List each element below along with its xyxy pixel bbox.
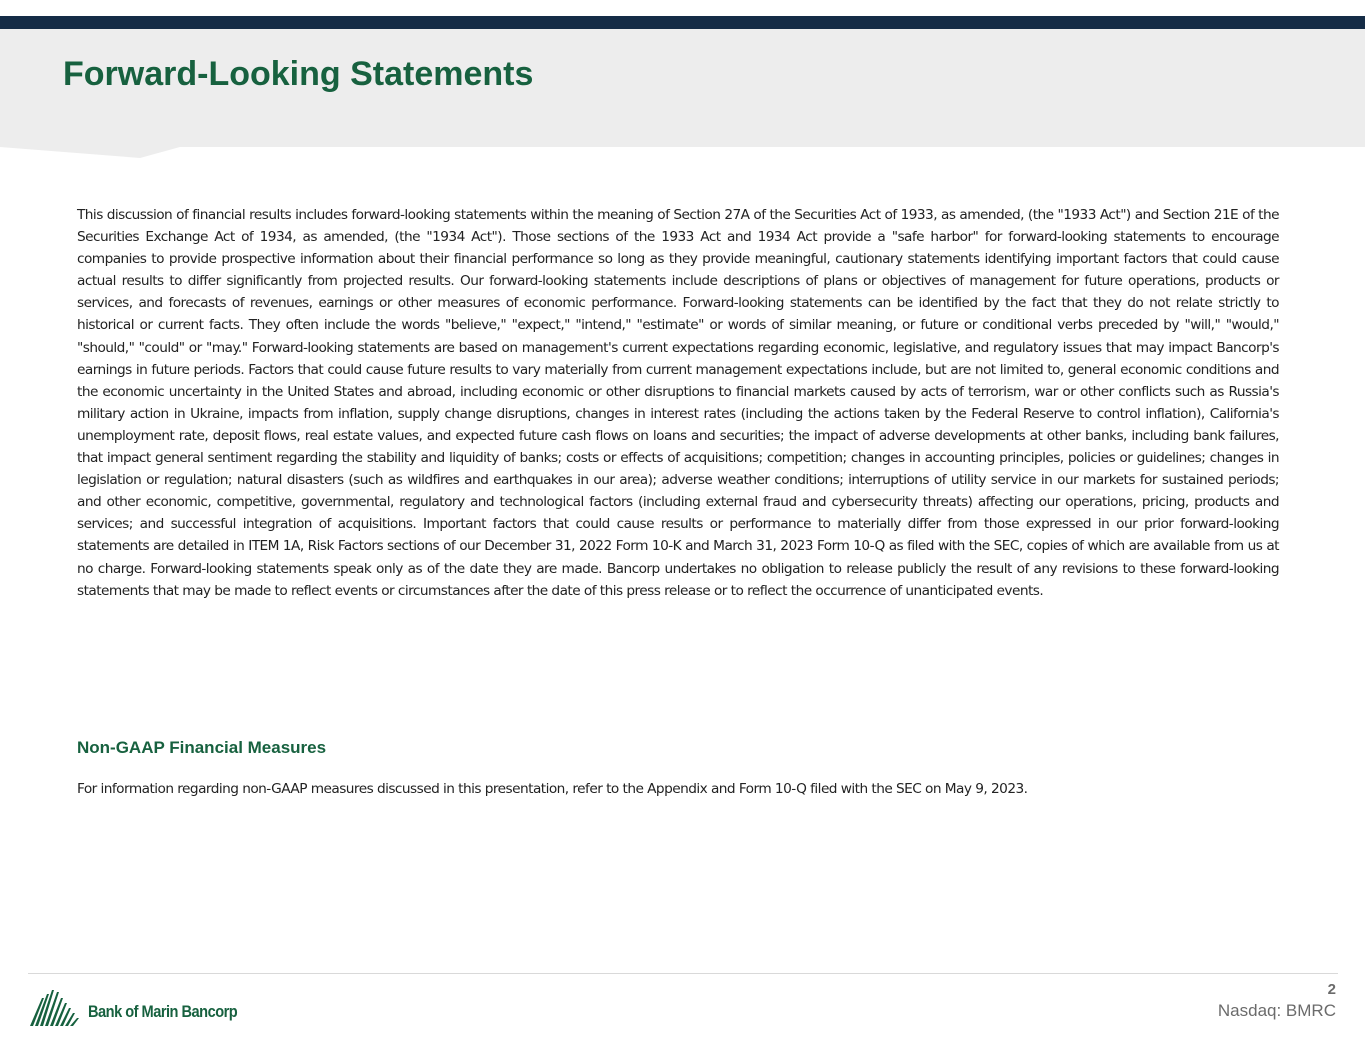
stock-ticker: Nasdaq: BMRC	[1217, 1001, 1336, 1020]
top-header-bar	[0, 16, 1365, 29]
non-gaap-text: For information regarding non-GAAP measures discussed in this presentation, refer to the Appendix and Form 10-Q filed with the SEC on May 9, 2023.	[77, 781, 1028, 797]
page-number: 2	[1327, 981, 1336, 998]
company-logo	[30, 988, 261, 1028]
company-name: Bank of Marin Bancorp	[88, 1002, 238, 1021]
bank-of-marin-logo-icon	[30, 988, 82, 1028]
footer-divider	[28, 973, 1338, 974]
page-title: Forward-Looking Statements	[63, 55, 534, 93]
non-gaap-heading: Non-GAAP Financial Measures	[77, 738, 327, 757]
forward-looking-statement-paragraph: This discussion of financial results includes forward-looking statements within the meaning of Section 27A of the Securities Act of 1933, as amended, (the "1933 Act") and Section 21E of the Securities Exchange Act of 1934, as amended, (the "1934 Act"). Those sections of the 1933 Act and 1934 Act provide a "safe harbor" for forward-looking statements to encourage companies to provide prospective information about their financial performance so long as they provide meaningful, cautionary statements identifying important factors that could cause actual results to differ significantly from projected results. Our forward-looking statements include descriptions of plans or objectives of management for future operations, products or services, and forecasts of revenues, earnings or other measures of economic performance. Forward-looking statements can be identified by the fact that they do not relate strictly to historical or current facts. They often include the words "believe," "expect," "intend," "estimate" or words of similar meaning, or future or conditional verbs preceded by "will," "would," "should," "could" or "may." Forward-looking statements are based on management's current expectations regarding economic, legislative, and regulatory issues that may impact Bancorp's earnings in future periods. Factors that could cause future results to vary materially from current management expectations include, but are not limited to, general economic conditions and the economic uncertainty in the United States and abroad, including economic or other disruptions to financial markets caused by acts of terrorism, war or other conflicts such as Russia's military action in Ukraine, impacts from inflation, supply change disruptions, changes in interest rates (including the actions taken by the Federal Reserve to control inflation), California's unemployment rate, deposit flows, real estate values, and expected future cash flows on loans and securities; the impact of adverse developments at other banks, including bank failures, that impact general sentiment regarding the stability and liquidity of banks; costs or effects of acquisitions; competition; changes in accounting principles, policies or guidelines; changes in legislation or regulation; natural disasters (such as wildfires and earthquakes in our area); adverse weather conditions; interruptions of utility service in our markets for sustained periods; and other economic, competitive, governmental, regulatory and technological factors (including external fraud and cybersecurity threats) affecting our operations, pricing, products and services; and successful integration of acquisitions. Important factors that could cause results or performance to materially differ from those expressed in our prior forward-looking statements are detailed in ITEM 1A, Risk Factors sections of our December 31, 2022 Form 10-K and March 31, 2023 Form 10-Q as filed with the SEC, copies of which are available from us at no charge. Forward-looking statements speak only as of the date they are made. Bancorp undertakes no obligation to release publicly the result of any revisions to these forward-looking statements that may be made to reflect events or circumstances after the date of this press release or to reflect the occurrence of unanticipated events.	[77, 207, 1279, 599]
